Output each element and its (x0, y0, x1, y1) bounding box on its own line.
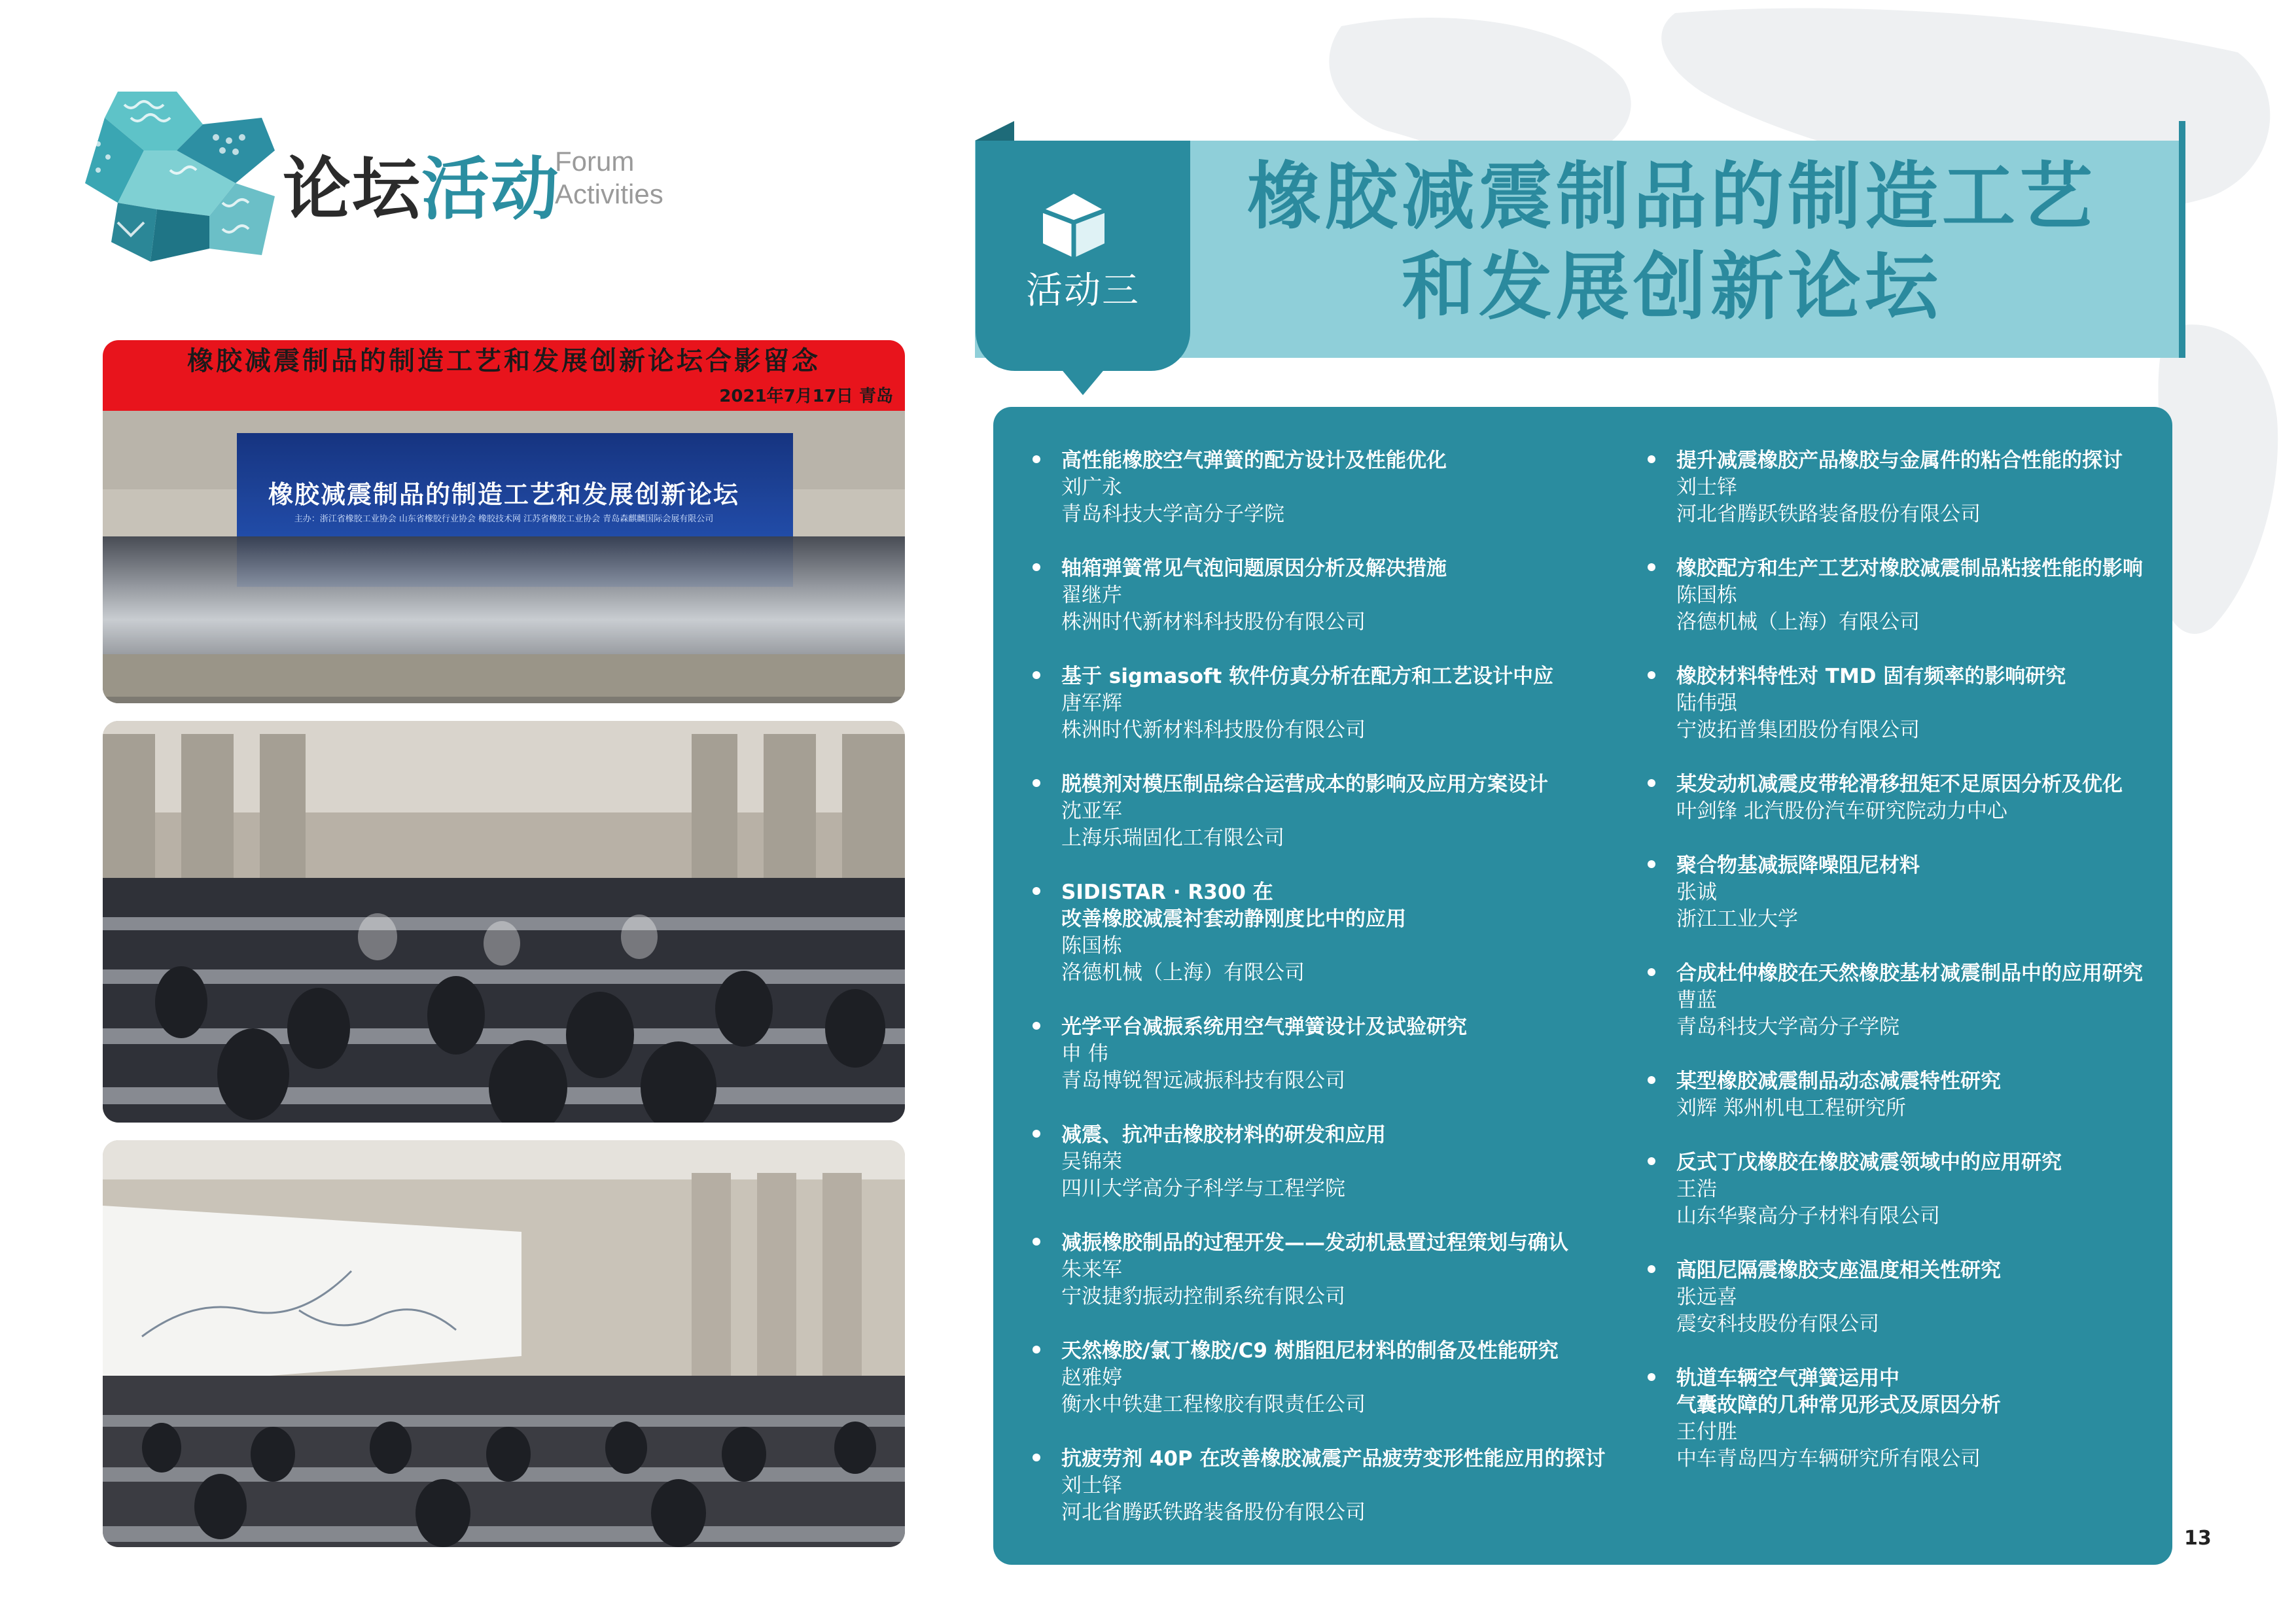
talk-speaker: 翟继芹 (1061, 584, 1122, 607)
talk-item (1027, 1338, 1616, 1418)
bullet-dot (1648, 455, 1655, 463)
talk-org: 河北省腾跃铁路装备股份有限公司 (1676, 502, 1981, 526)
talk-title: 天然橡胶/氯丁橡胶/C9 树脂阻尼材料的制备及性能研究 (1061, 1339, 1559, 1363)
section-title (283, 134, 560, 232)
talk-speaker: 王浩 (1676, 1178, 1717, 1201)
bullet-dot (1648, 1157, 1655, 1165)
talk-item (1027, 771, 1616, 852)
talk-speaker: 申 伟 (1061, 1042, 1108, 1066)
talk-item (1027, 1230, 1616, 1310)
talk-title-line2: 气囊故障的几种常见形式及原因分析 (1676, 1393, 2001, 1417)
bullet-dot (1648, 779, 1655, 787)
chat-cube-icon (1038, 190, 1110, 262)
activity-title (1204, 152, 2140, 332)
talk-title: 光学平台减振系统用空气弹簧设计及试验研究 (1061, 1015, 1467, 1039)
talk-item (1642, 852, 2159, 933)
bullet-dot (1648, 1076, 1655, 1084)
talk-speaker: 赵雅婷 (1061, 1366, 1122, 1389)
bullet-dot (1033, 1346, 1040, 1353)
talk-item (1027, 1122, 1616, 1202)
talk-org: 洛德机械（上海）有限公司 (1676, 610, 1920, 634)
bullet-dot (1033, 1130, 1040, 1138)
talk-item (1027, 663, 1616, 744)
talk-speaker: 陈国栋 (1676, 584, 1737, 607)
talk-speaker: 刘士铎 (1061, 1474, 1122, 1497)
talk-org: 宁波拓普集团股份有限公司 (1676, 718, 1920, 742)
talk-org: 震安科技股份有限公司 (1676, 1312, 1879, 1336)
talk-item (1642, 771, 2159, 825)
talk-item (1027, 1446, 1616, 1526)
talk-title: 抗疲劳剂 40P 在改善橡胶减震产品疲劳变形性能应用的探讨 (1061, 1447, 1606, 1471)
talk-org: 宁波捷豹振动控制系统有限公司 (1061, 1285, 1345, 1308)
bullet-dot (1033, 1238, 1040, 1246)
talk-speaker: 王付胜 (1676, 1420, 1737, 1444)
talk-speaker: 唐军辉 (1061, 691, 1122, 715)
talk-title: SIDISTAR · R300 在 (1061, 881, 1273, 904)
bullet-dot (1033, 1022, 1040, 1030)
talk-item (1642, 447, 2159, 528)
bullet-dot (1648, 671, 1655, 679)
talk-title: 某型橡胶减震制品动态减震特性研究 (1676, 1070, 2001, 1093)
talk-speaker: 吴锦荣 (1061, 1150, 1122, 1174)
talk-org: 山东华聚高分子材料有限公司 (1676, 1204, 1940, 1228)
talk-title: 提升减震橡胶产品橡胶与金属件的粘合性能的探讨 (1676, 449, 2123, 472)
audience-photo (103, 721, 905, 1123)
talk-speaker: 刘广永 (1061, 476, 1122, 499)
talk-org: 浙江工业大学 (1676, 907, 1798, 931)
talk-item (1642, 1365, 2159, 1473)
talk-item (1642, 960, 2159, 1041)
bullet-dot (1648, 860, 1655, 868)
talk-org: 中车青岛四方车辆研究所有限公司 (1676, 1447, 1981, 1471)
photo-screen-title: 橡胶减震制品的制造工艺和发展创新论坛 (268, 480, 739, 509)
bullet-dot (1648, 968, 1655, 976)
page-number: 13 (2184, 1527, 2212, 1550)
bullet-dot (1033, 671, 1040, 679)
talk-item (1642, 555, 2159, 636)
talk-title: 轴箱弹簧常见气泡问题原因分析及解决措施 (1061, 557, 1447, 580)
talk-speaker: 曹蓝 (1676, 988, 1717, 1012)
talk-org: 洛德机械（上海）有限公司 (1061, 961, 1305, 985)
section-title-en-line1: Forum (555, 146, 635, 177)
photo-screen-subtitle: 主办：浙江省橡胶工业协会 山东省橡胶行业协会 橡胶技术网 江苏省橡胶工业协会 青岛森麒麟国际会展有限公司 (294, 514, 714, 524)
talk-org: 河北省腾跃铁路装备股份有限公司 (1061, 1501, 1366, 1524)
talk-item (1027, 555, 1616, 636)
talk-title: 合成杜仲橡胶在天然橡胶基材减震制品中的应用研究 (1676, 962, 2143, 985)
talk-title: 反式丁戊橡胶在橡胶减震领域中的应用研究 (1676, 1151, 2062, 1174)
talk-org: 株洲时代新材料科技股份有限公司 (1061, 718, 1366, 742)
talk-speaker: 张远喜 (1676, 1285, 1737, 1309)
talk-item (1642, 1257, 2159, 1338)
photo-banner-date: 2021年7月17日 青岛 (719, 387, 893, 406)
talk-title-line2: 改善橡胶减震衬套动静刚度比中的应用 (1061, 907, 1406, 931)
talks-panel (993, 407, 2172, 1565)
activity-title-line2: 和发展创新论坛 (1402, 245, 1942, 330)
bullet-dot (1033, 1454, 1040, 1461)
talk-org: 青岛科技大学高分子学院 (1676, 1015, 1899, 1039)
talk-speaker: 沈亚军 (1061, 799, 1122, 823)
bullet-dot (1033, 455, 1040, 463)
talk-title: 脱模剂对模压制品综合运营成本的影响及应用方案设计 (1061, 773, 1548, 796)
talk-title: 减震、抗冲击橡胶材料的研发和应用 (1061, 1123, 1386, 1147)
section-title-en-line2: Activities (555, 179, 663, 209)
presentation-photo (103, 1140, 905, 1547)
talk-speaker: 陆伟强 (1676, 691, 1737, 715)
talk-item (1027, 1014, 1616, 1094)
talk-title: 高性能橡胶空气弹簧的配方设计及性能优化 (1061, 449, 1447, 472)
talk-speaker: 陈国栋 (1061, 934, 1122, 958)
forum-x-logo-icon (79, 79, 288, 275)
talk-org: 株洲时代新材料科技股份有限公司 (1061, 610, 1366, 634)
talk-item (1642, 1149, 2159, 1230)
talk-item (1642, 1068, 2159, 1122)
section-title-main: 论坛 (283, 149, 422, 229)
talk-title: 某发动机减震皮带轮滑移扭矩不足原因分析及优化 (1676, 773, 2123, 796)
talk-title: 橡胶配方和生产工艺对橡胶减震制品粘接性能的影响 (1676, 557, 2143, 580)
bullet-dot (1648, 1373, 1655, 1381)
bullet-dot (1033, 563, 1040, 571)
activity-badge-pointer (1060, 368, 1106, 395)
talk-item (1642, 663, 2159, 744)
bullet-dot (1033, 887, 1040, 895)
talks-left-column (1027, 447, 1616, 1554)
talk-org: 青岛科技大学高分子学院 (1061, 502, 1284, 526)
talk-org: 上海乐瑞固化工有限公司 (1061, 826, 1284, 850)
talk-title: 轨道车辆空气弹簧运用中 (1676, 1367, 1899, 1390)
talk-title: 减振橡胶制品的过程开发——发动机悬置过程策划与确认 (1061, 1231, 1568, 1255)
talk-title: 基于 sigmasoft 软件仿真分析在配方和工艺设计中应 (1061, 665, 1554, 688)
section-title-english (555, 145, 663, 211)
talk-org: 青岛博锐智远减振科技有限公司 (1061, 1069, 1345, 1092)
talk-speaker: 刘辉 郑州机电工程研究所 (1676, 1096, 1906, 1120)
activity-title-line1: 橡胶减震制品的制造工艺 (1247, 154, 2096, 239)
talk-speaker: 朱来军 (1061, 1258, 1122, 1282)
bullet-dot (1648, 1265, 1655, 1273)
section-title-accent: 活动 (421, 149, 561, 229)
group-photo (103, 340, 905, 703)
talk-title: 橡胶材料特性对 TMD 固有频率的影响研究 (1676, 665, 2066, 688)
talk-item (1027, 879, 1616, 986)
talk-speaker: 叶剑锋 北汽股份汽车研究院动力中心 (1676, 799, 2007, 823)
talk-item (1027, 447, 1616, 528)
photo-banner-title: 橡胶减震制品的制造工艺和发展创新论坛合影留念 (187, 346, 821, 376)
talk-org: 四川大学高分子科学与工程学院 (1061, 1177, 1345, 1200)
talks-right-column (1642, 447, 2159, 1500)
activity-label: 活动三 (1026, 270, 1140, 312)
bullet-dot (1033, 779, 1040, 787)
talk-org: 衡水中铁建工程橡胶有限责任公司 (1061, 1393, 1366, 1416)
talk-speaker: 刘士铎 (1676, 476, 1737, 499)
talk-title: 聚合物基减振降噪阻尼材料 (1676, 854, 1920, 877)
bullet-dot (1648, 563, 1655, 571)
talk-title: 高阻尼隔震橡胶支座温度相关性研究 (1676, 1259, 2001, 1282)
talk-speaker: 张诚 (1676, 881, 1717, 904)
